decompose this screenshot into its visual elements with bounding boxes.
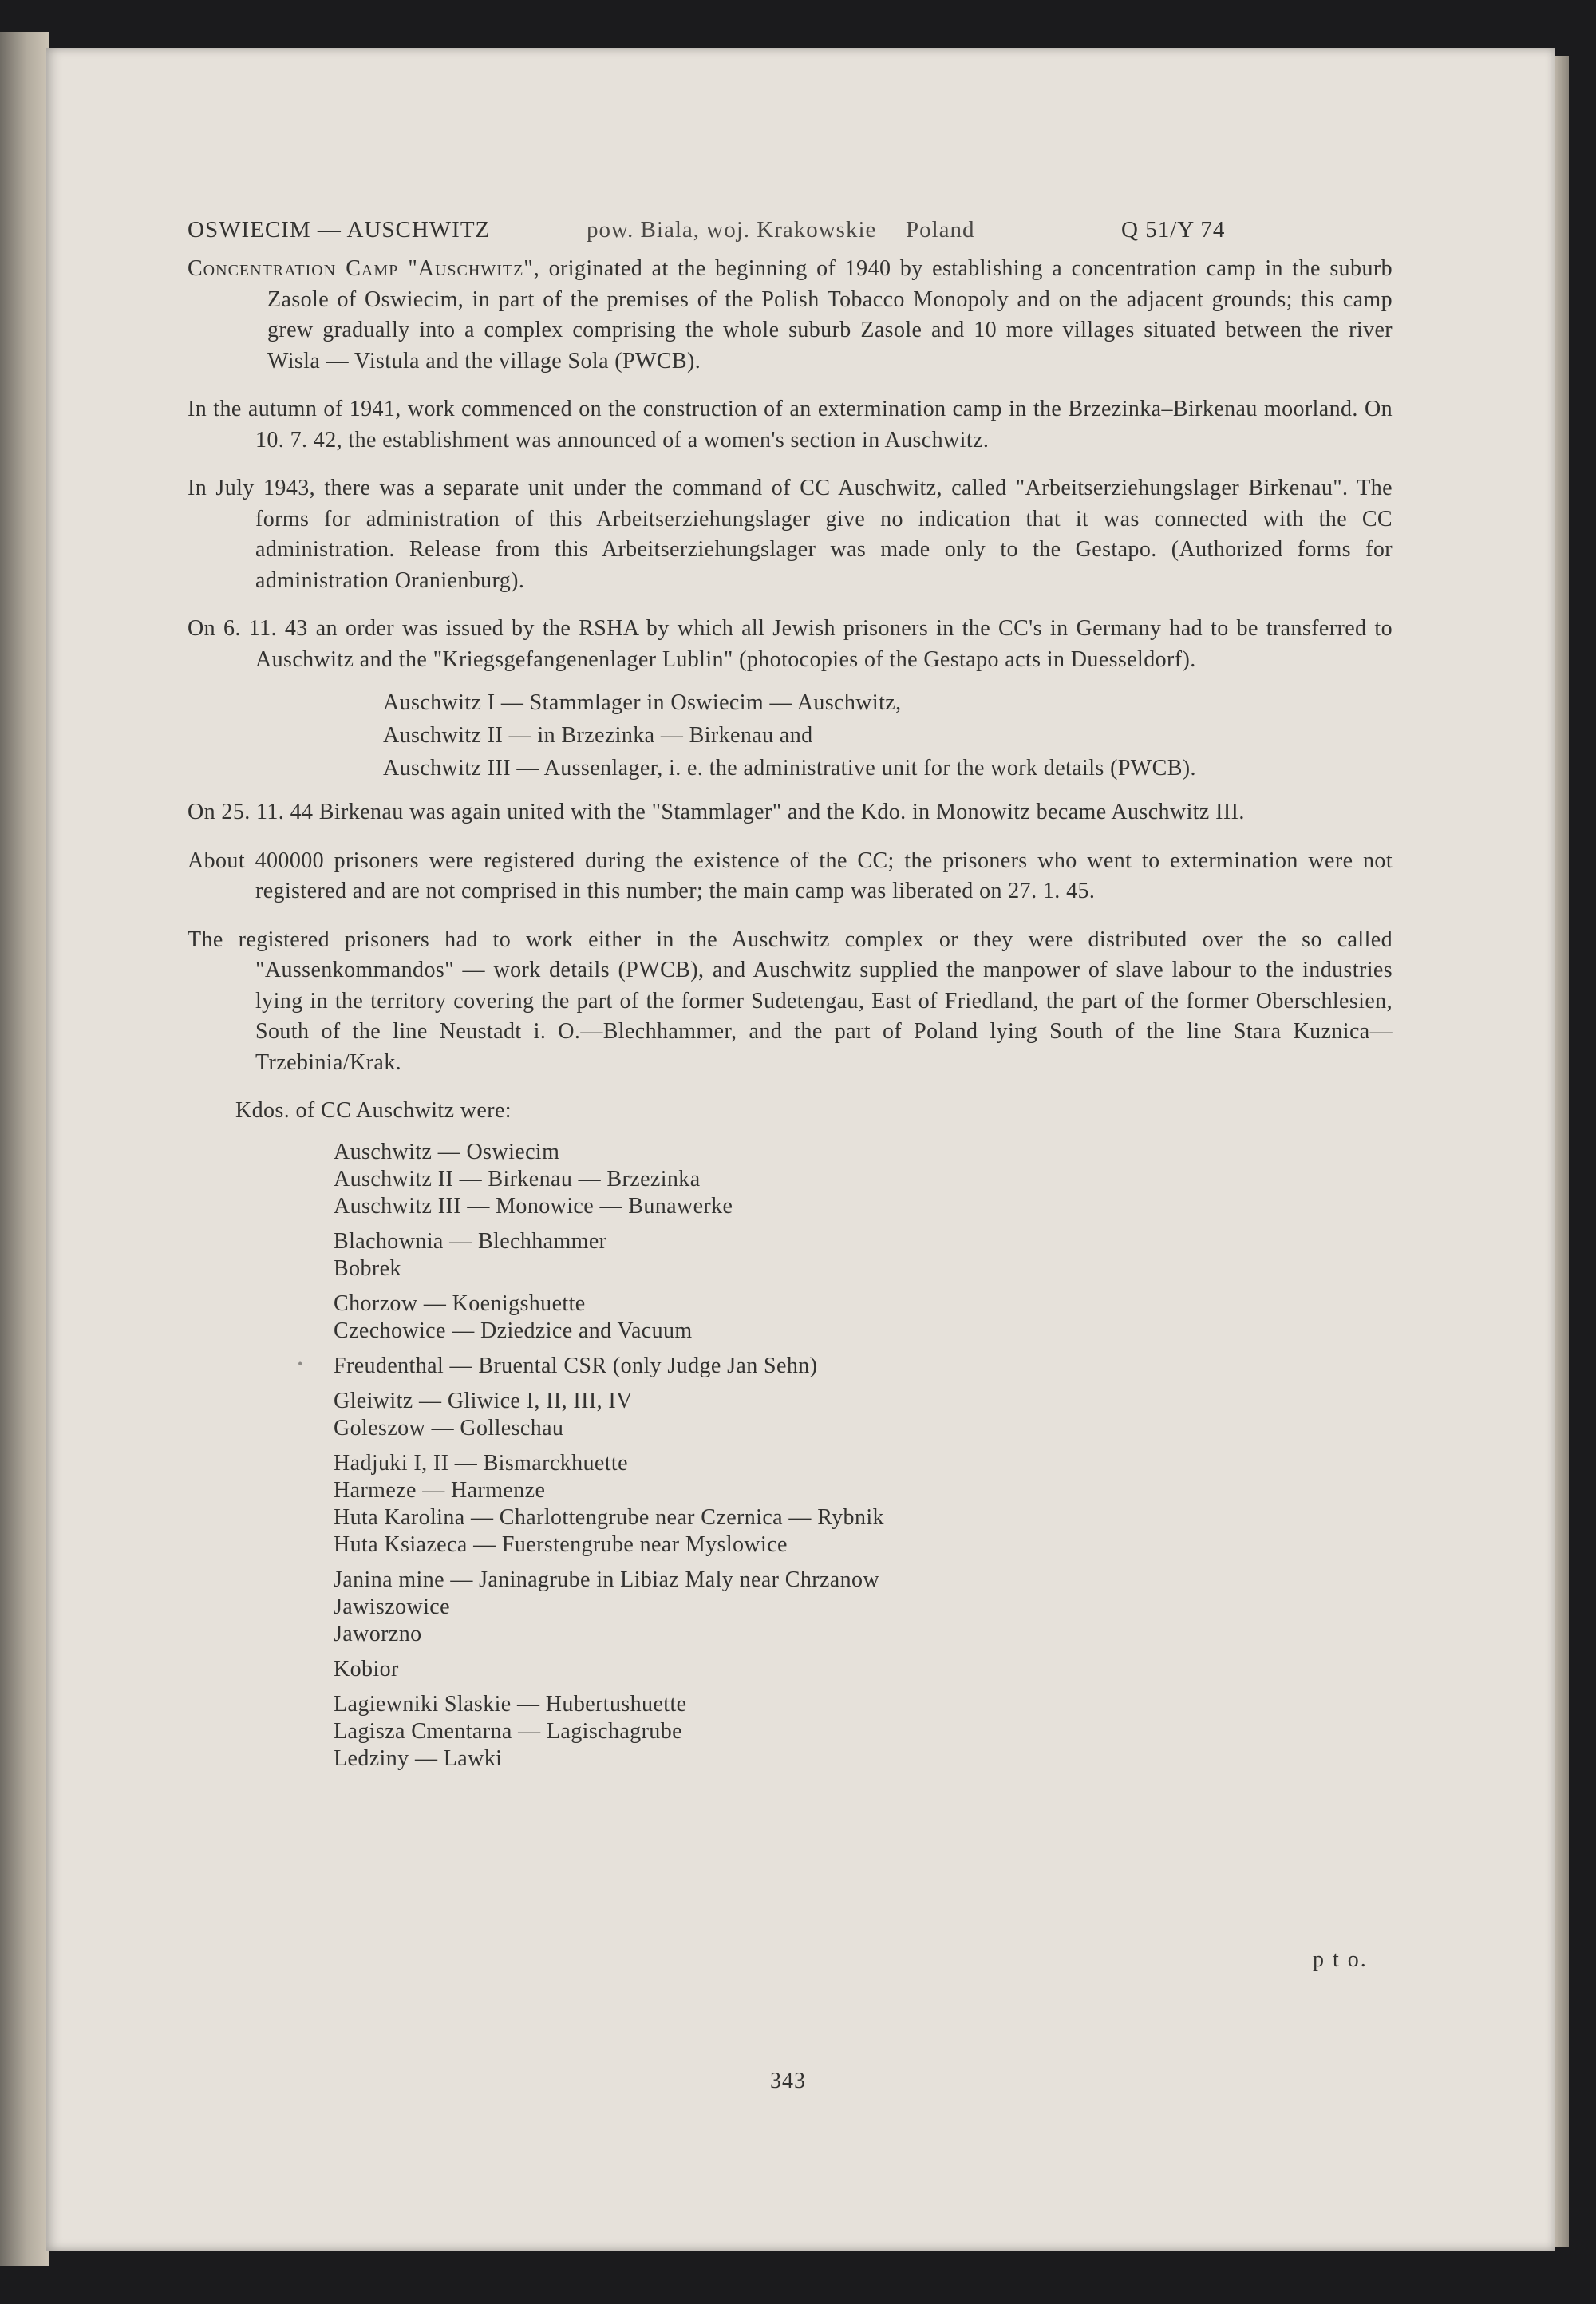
- kdos-item: Janina mine — Janinagrube in Libiaz Maly near Chrzanow: [334, 1567, 880, 1592]
- kdos-item: Kobior: [334, 1657, 399, 1682]
- paragraph-text: , originated at the beginning of 1940 by establishing a concentration camp in the suburb Zasole of Oswiecim, in part of the premises of the Polish Tobacco Monopoly and on the adjacent grounds; this camp grew gradually into a complex comprising the whole suburb Zasole and 10 more villages situated between the river Wisla — Vistula and the village Sola (PWCB).: [267, 256, 1393, 373]
- kdos-item: Bobrek: [334, 1256, 401, 1281]
- header-admin-district: pow. Biala, woj. Krakowskie: [587, 217, 877, 243]
- header-place: OSWIECIM — AUSCHWITZ: [188, 217, 491, 243]
- kdos-group: [298, 1353, 1393, 1380]
- header-map-reference: Q 51/Y 74: [1121, 217, 1226, 243]
- kdos-intro: Kdos. of CC Auschwitz were:: [235, 1098, 512, 1123]
- kdos-item: Lagisza Cmentarna — Lagischagrube: [334, 1719, 682, 1744]
- kdos-group: [334, 1388, 1393, 1442]
- kdos-item: Freudenthal — Bruental CSR (only Judge Jan Sehn): [334, 1354, 818, 1378]
- kdos-group: [334, 1567, 1393, 1648]
- kdos-item: Blachownia — Blechhammer: [334, 1229, 607, 1254]
- kdos-item: Gleiwitz — Gliwice I, II, III, IV: [334, 1389, 633, 1413]
- kdos-group: [334, 1139, 1393, 1220]
- paragraph-1941: In the autumn of 1941, work commenced on the construction of an extermination camp in the Brzezinka–Birkenau moorland. On 10. 7. 42, the establishment was announced of a women's section in Auschwitz.: [188, 397, 1393, 453]
- kdos-item: Huta Karolina — Charlottengrube near Czernica — Rybnik: [334, 1505, 884, 1530]
- please-turn-over: p t o.: [1313, 1947, 1368, 1972]
- subdivision-list: [188, 686, 1393, 784]
- kdos-group: [334, 1450, 1393, 1559]
- left-page-edge: [0, 32, 49, 2266]
- paragraph-work-details: The registered prisoners had to work either in the Auschwitz complex or they were distributed over the so called "Aussenkommandos" — work details (PWCB), and Auschwitz supplied the manpower of slave labour to the industries lying in the territory covering the part of the former Sudetengau, East of Friedland, the part of the former Oberschlesien, South of the line Neustadt i. O.—Blechhammer, and the part of Poland lying South of the line Stara Kuznica—Trzebinia/Krak.: [188, 927, 1393, 1075]
- kdos-item: Auschwitz II — Birkenau — Brzezinka: [334, 1167, 701, 1192]
- kdos-item: Huta Ksiazeca — Fuerstengrube near Myslowice: [334, 1532, 788, 1557]
- subdivision-item: Auschwitz I — Stammlager in Oswiecim — Auschwitz,: [383, 690, 902, 715]
- kdos-item: Auschwitz III — Monowice — Bunawerke: [334, 1194, 733, 1219]
- entry-header: [188, 217, 1393, 252]
- paragraph-rsha-order: On 6. 11. 43 an order was issued by the RSHA by which all Jewish prisoners in the CC's in Germany had to be transferred to Auschwitz and the "Kriegsgefangenenlager Lublin" (photocopies of the Gestapo acts in Duesseldorf).: [188, 616, 1393, 672]
- kdos-item: Auschwitz — Oswiecim: [334, 1140, 560, 1164]
- kdos-item: Harmeze — Harmenze: [334, 1478, 546, 1503]
- kdos-item: Czechowice — Dziedzice and Vacuum: [334, 1318, 693, 1343]
- kdos-list: [188, 1139, 1393, 1772]
- subdivision-item: Auschwitz II — in Brzezinka — Birkenau and: [383, 723, 813, 748]
- kdos-item: Jawiszowice: [334, 1595, 450, 1619]
- page-content: [188, 217, 1393, 2093]
- kdos-item: Goleszow — Golleschau: [334, 1416, 564, 1440]
- paragraph-1944: On 25. 11. 44 Birkenau was again united with the "Stammlager" and the Kdo. in Monowitz became Auschwitz III.: [188, 800, 1245, 824]
- paragraph-1943: In July 1943, there was a separate unit under the command of CC Auschwitz, called "Arbeitserziehungslager Birkenau". The forms for administration of this Arbeitserziehungslager give no indication that it was connected with the CC administration. Release from this Arbeitserziehungslager was made only to the Gestapo. (Authorized forms for administration Oranienburg).: [188, 476, 1393, 593]
- paragraph-lead: Concentration Camp "Auschwitz": [188, 256, 534, 281]
- page-stack-edge: [1555, 56, 1569, 2247]
- subdivision-item: Auschwitz III — Aussenlager, i. e. the administrative unit for the work details (PWCB).: [383, 756, 1196, 781]
- page-number: 343: [770, 2069, 806, 2093]
- kdos-group: [334, 1656, 1393, 1683]
- kdos-group: [334, 1691, 1393, 1772]
- paragraph-origin: [188, 254, 1393, 377]
- kdos-item: Chorzow — Koenigshuette: [334, 1291, 586, 1316]
- kdos-item: Hadjuki I, II — Bismarckhuette: [334, 1451, 628, 1476]
- kdos-group: [334, 1290, 1393, 1345]
- kdos-item: Ledziny — Lawki: [334, 1746, 503, 1771]
- kdos-item: Lagiewniki Slaskie — Hubertushuette: [334, 1692, 687, 1717]
- kdos-group: [334, 1228, 1393, 1282]
- bullet-mark: •: [298, 1356, 303, 1372]
- header-country: Poland: [906, 217, 975, 243]
- kdos-item: Jaworzno: [334, 1622, 422, 1646]
- paragraph-prisoners: About 400000 prisoners were registered during the existence of the CC; the prisoners who went to extermination were not registered and are not comprised in this number; the main camp was liberated on 27. 1. 45.: [188, 848, 1393, 903]
